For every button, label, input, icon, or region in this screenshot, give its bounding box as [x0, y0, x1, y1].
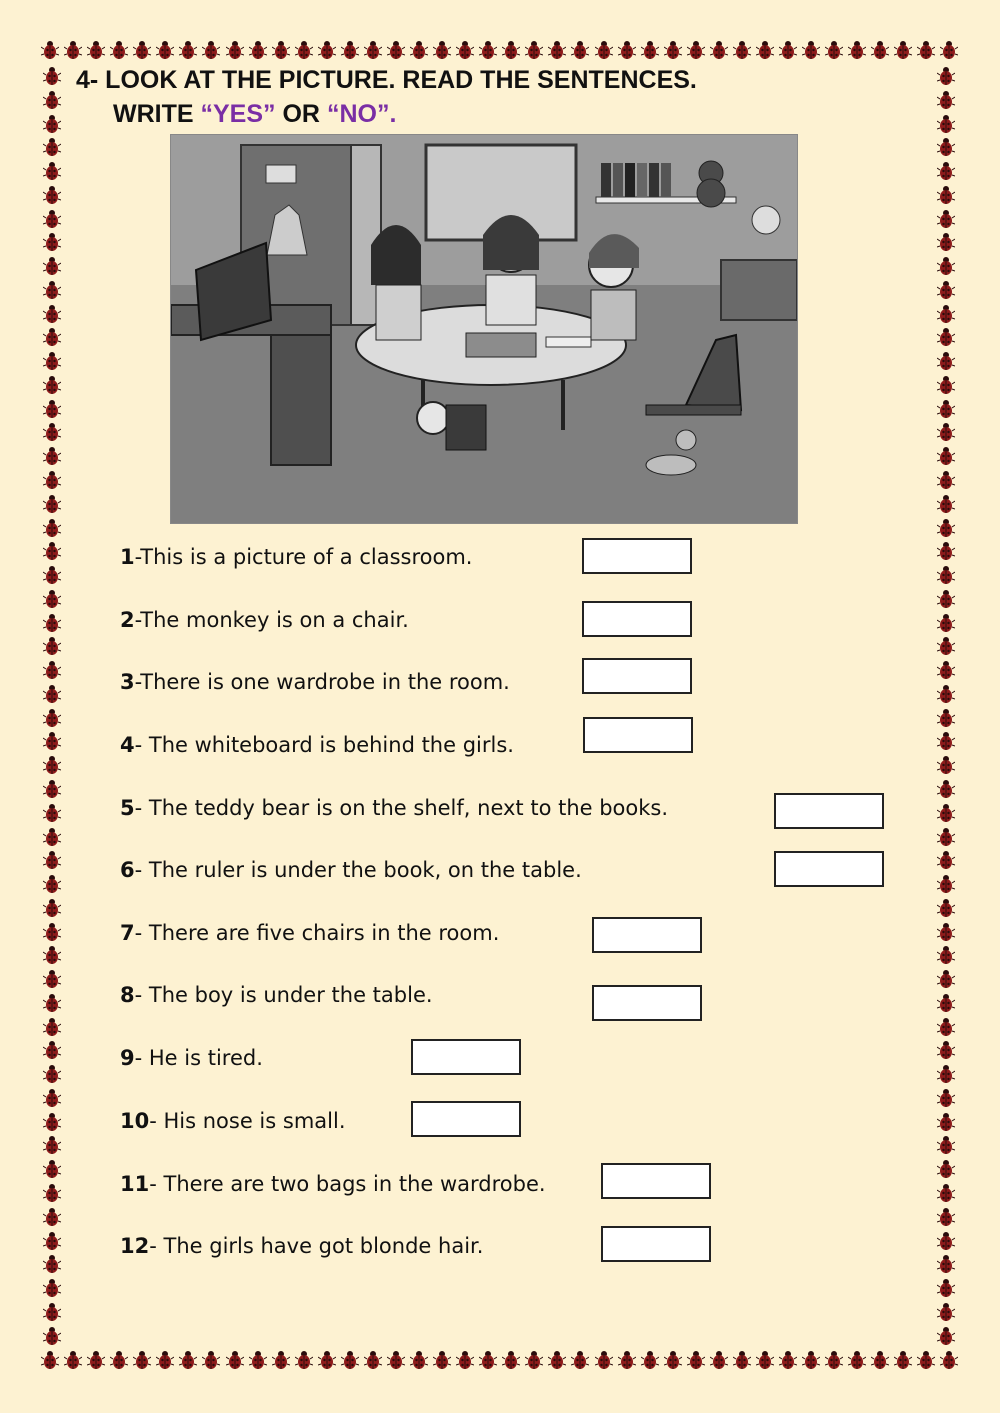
ladybug-icon — [42, 708, 62, 728]
question-text: The monkey is on a chair. — [140, 608, 409, 632]
question-2 — [120, 608, 409, 632]
ladybug-icon — [42, 185, 62, 205]
question-separator: - — [134, 1046, 149, 1070]
answer-box-10[interactable] — [411, 1101, 521, 1137]
ladybug-icon — [936, 256, 956, 276]
ladybug-icon — [501, 40, 521, 60]
question-text: There are two bags in the wardrobe. — [163, 1172, 546, 1196]
ladybug-icon — [936, 494, 956, 514]
question-number: 9 — [120, 1046, 135, 1070]
ladybug-icon — [109, 1350, 129, 1370]
ladybug-icon — [936, 304, 956, 324]
ladybug-icon — [42, 945, 62, 965]
ladybug-icon — [778, 1350, 798, 1370]
ladybug-icon — [936, 1017, 956, 1037]
ladybug-icon — [617, 1350, 637, 1370]
ladybug-icon — [42, 684, 62, 704]
ladybug-icon — [42, 399, 62, 419]
ladybug-icon — [939, 40, 959, 60]
question-number: 4 — [120, 733, 135, 757]
ladybug-icon — [709, 40, 729, 60]
ladybug-icon — [42, 375, 62, 395]
question-text: This is a picture of a classroom. — [140, 545, 473, 569]
ladybug-icon — [42, 993, 62, 1013]
ladybug-icon — [340, 40, 360, 60]
classroom-illustration — [171, 135, 797, 523]
ladybug-icon — [42, 1254, 62, 1274]
ladybug-icon — [936, 1064, 956, 1084]
top-ladybug-border — [40, 40, 960, 60]
ladybug-icon — [778, 40, 798, 60]
ladybug-icon — [42, 518, 62, 538]
ladybug-icon — [547, 40, 567, 60]
exercise-title: 4- LOOK AT THE PICTURE. READ THE SENTENCES. — [76, 66, 697, 94]
ladybug-icon — [42, 565, 62, 585]
question-separator: - — [134, 921, 149, 945]
question-number: 5 — [120, 796, 135, 820]
question-5 — [120, 796, 668, 820]
ladybug-icon — [42, 874, 62, 894]
ladybug-icon — [547, 1350, 567, 1370]
ladybug-icon — [132, 40, 152, 60]
ladybug-icon — [42, 470, 62, 490]
ladybug-icon — [847, 1350, 867, 1370]
ladybug-icon — [936, 90, 956, 110]
question-number: 11 — [120, 1172, 150, 1196]
ladybug-icon — [936, 446, 956, 466]
ladybug-icon — [271, 40, 291, 60]
ladybug-icon — [936, 114, 956, 134]
ladybug-icon — [42, 1088, 62, 1108]
answer-box-5[interactable] — [774, 793, 884, 829]
ladybug-icon — [455, 1350, 475, 1370]
ladybug-icon — [936, 161, 956, 181]
ladybug-icon — [42, 494, 62, 514]
ladybug-icon — [936, 1112, 956, 1132]
ladybug-icon — [936, 1135, 956, 1155]
ladybug-icon — [936, 779, 956, 799]
instruction-mid: OR — [275, 100, 327, 128]
ladybug-icon — [225, 40, 245, 60]
answer-box-1[interactable] — [582, 538, 692, 574]
question-text: His nose is small. — [163, 1109, 346, 1133]
question-3 — [120, 670, 510, 694]
ladybug-icon — [936, 731, 956, 751]
ladybug-icon — [936, 922, 956, 942]
ladybug-icon — [936, 1302, 956, 1322]
ladybug-icon — [936, 589, 956, 609]
ladybug-icon — [524, 1350, 544, 1370]
ladybug-icon — [847, 40, 867, 60]
ladybug-icon — [732, 1350, 752, 1370]
ladybug-icon — [225, 1350, 245, 1370]
question-text: There is one wardrobe in the room. — [140, 670, 510, 694]
ladybug-icon — [42, 1278, 62, 1298]
answer-box-3[interactable] — [582, 658, 692, 694]
ladybug-icon — [42, 1064, 62, 1084]
ladybug-icon — [936, 470, 956, 490]
ladybug-icon — [386, 40, 406, 60]
question-11 — [120, 1172, 546, 1196]
ladybug-icon — [42, 280, 62, 300]
ladybug-icon — [409, 40, 429, 60]
ladybug-icon — [640, 1350, 660, 1370]
ladybug-icon — [870, 1350, 890, 1370]
ladybug-icon — [42, 969, 62, 989]
ladybug-icon — [936, 898, 956, 918]
ladybug-icon — [40, 1350, 60, 1370]
instruction-suffix: . — [389, 100, 397, 128]
ladybug-icon — [936, 232, 956, 252]
ladybug-icon — [936, 399, 956, 419]
answer-box-9[interactable] — [411, 1039, 521, 1075]
ladybug-icon — [42, 922, 62, 942]
question-separator: - — [149, 1234, 164, 1258]
ladybug-icon — [178, 1350, 198, 1370]
ladybug-icon — [386, 1350, 406, 1370]
ladybug-icon — [42, 90, 62, 110]
ladybug-icon — [936, 327, 956, 347]
ladybug-icon — [40, 40, 60, 60]
question-number: 7 — [120, 921, 135, 945]
ladybug-icon — [42, 327, 62, 347]
ladybug-icon — [248, 40, 268, 60]
answer-box-2[interactable] — [582, 601, 692, 637]
ladybug-icon — [42, 589, 62, 609]
question-number: 8 — [120, 983, 135, 1007]
question-separator: - — [134, 983, 149, 1007]
question-number: 12 — [120, 1234, 150, 1258]
question-9 — [120, 1046, 263, 1070]
question-text: He is tired. — [148, 1046, 263, 1070]
ladybug-icon — [363, 40, 383, 60]
ladybug-icon — [42, 850, 62, 870]
question-text: The teddy bear is on the shelf, next to the books. — [148, 796, 669, 820]
ladybug-icon — [936, 375, 956, 395]
ladybug-icon — [663, 1350, 683, 1370]
question-1 — [120, 545, 472, 569]
ladybug-icon — [936, 137, 956, 157]
ladybug-icon — [936, 422, 956, 442]
classroom-picture — [170, 134, 798, 524]
ladybug-icon — [824, 40, 844, 60]
answer-box-8[interactable] — [592, 985, 702, 1021]
ladybug-icon — [42, 541, 62, 561]
instruction-prefix: WRITE — [113, 100, 201, 128]
ladybug-icon — [478, 1350, 498, 1370]
ladybug-icon — [936, 636, 956, 656]
ladybug-icon — [663, 40, 683, 60]
ladybug-icon — [42, 755, 62, 775]
question-4 — [120, 733, 514, 757]
answer-box-6[interactable] — [774, 851, 884, 887]
ladybug-icon — [755, 40, 775, 60]
question-text: There are five chairs in the room. — [148, 921, 500, 945]
answer-box-11[interactable] — [601, 1163, 711, 1199]
left-ladybug-border — [42, 66, 62, 1346]
question-12 — [120, 1234, 483, 1258]
ladybug-icon — [801, 1350, 821, 1370]
ladybug-icon — [936, 660, 956, 680]
question-number: 1 — [120, 545, 135, 569]
answer-box-12[interactable] — [601, 1226, 711, 1262]
question-separator: - — [149, 1109, 164, 1133]
ladybug-icon — [936, 1278, 956, 1298]
ladybug-icon — [42, 1207, 62, 1227]
ladybug-icon — [155, 1350, 175, 1370]
ladybug-icon — [432, 1350, 452, 1370]
ladybug-icon — [936, 185, 956, 205]
ladybug-icon — [936, 1183, 956, 1203]
question-separator: - — [134, 545, 141, 569]
ladybug-icon — [709, 1350, 729, 1370]
ladybug-icon — [132, 1350, 152, 1370]
ladybug-icon — [617, 40, 637, 60]
ladybug-icon — [294, 1350, 314, 1370]
ladybug-icon — [42, 1231, 62, 1251]
ladybug-icon — [455, 40, 475, 60]
ladybug-icon — [524, 40, 544, 60]
ladybug-icon — [86, 1350, 106, 1370]
ladybug-icon — [870, 40, 890, 60]
ladybug-icon — [936, 1088, 956, 1108]
question-separator: - — [134, 733, 149, 757]
ladybug-icon — [936, 280, 956, 300]
ladybug-icon — [363, 1350, 383, 1370]
ladybug-icon — [936, 993, 956, 1013]
question-separator: - — [149, 1172, 164, 1196]
ladybug-icon — [936, 1207, 956, 1227]
ladybug-icon — [936, 66, 956, 86]
bottom-ladybug-border — [40, 1350, 960, 1370]
question-number: 2 — [120, 608, 135, 632]
ladybug-icon — [42, 161, 62, 181]
question-number: 3 — [120, 670, 135, 694]
ladybug-icon — [155, 40, 175, 60]
ladybug-icon — [936, 874, 956, 894]
ladybug-icon — [63, 40, 83, 60]
ladybug-icon — [732, 40, 752, 60]
ladybug-icon — [109, 40, 129, 60]
question-7 — [120, 921, 499, 945]
ladybug-icon — [42, 660, 62, 680]
ladybug-icon — [42, 232, 62, 252]
ladybug-icon — [824, 1350, 844, 1370]
ladybug-icon — [317, 40, 337, 60]
ladybug-icon — [42, 422, 62, 442]
question-text: The girls have got blonde hair. — [163, 1234, 484, 1258]
ladybug-icon — [936, 708, 956, 728]
question-6 — [120, 858, 582, 882]
ladybug-icon — [916, 1350, 936, 1370]
answer-box-4[interactable] — [583, 717, 693, 753]
ladybug-icon — [936, 1040, 956, 1060]
ladybug-icon — [686, 40, 706, 60]
ladybug-icon — [936, 518, 956, 538]
question-separator: - — [134, 796, 149, 820]
no-word: “NO” — [326, 100, 390, 128]
ladybug-icon — [42, 779, 62, 799]
ladybug-icon — [916, 40, 936, 60]
ladybug-icon — [570, 1350, 590, 1370]
ladybug-icon — [42, 1135, 62, 1155]
ladybug-icon — [936, 351, 956, 371]
ladybug-icon — [42, 1040, 62, 1060]
ladybug-icon — [893, 40, 913, 60]
ladybug-icon — [42, 304, 62, 324]
ladybug-icon — [201, 40, 221, 60]
ladybug-icon — [936, 1231, 956, 1251]
ladybug-icon — [42, 209, 62, 229]
ladybug-icon — [42, 1159, 62, 1179]
ladybug-icon — [42, 256, 62, 276]
ladybug-icon — [936, 1254, 956, 1274]
ladybug-icon — [248, 1350, 268, 1370]
ladybug-icon — [317, 1350, 337, 1370]
ladybug-icon — [936, 850, 956, 870]
ladybug-icon — [42, 351, 62, 371]
ladybug-icon — [936, 684, 956, 704]
ladybug-icon — [501, 1350, 521, 1370]
question-8 — [120, 983, 433, 1007]
ladybug-icon — [340, 1350, 360, 1370]
ladybug-icon — [42, 827, 62, 847]
ladybug-icon — [42, 66, 62, 86]
ladybug-icon — [178, 40, 198, 60]
ladybug-icon — [936, 1326, 956, 1346]
ladybug-icon — [42, 731, 62, 751]
ladybug-icon — [42, 1017, 62, 1037]
ladybug-icon — [42, 1112, 62, 1132]
ladybug-icon — [42, 137, 62, 157]
ladybug-icon — [755, 1350, 775, 1370]
ladybug-icon — [936, 613, 956, 633]
ladybug-icon — [294, 40, 314, 60]
ladybug-icon — [432, 40, 452, 60]
question-text: The boy is under the table. — [148, 983, 433, 1007]
ladybug-icon — [939, 1350, 959, 1370]
ladybug-icon — [893, 1350, 913, 1370]
ladybug-icon — [42, 446, 62, 466]
question-text: The ruler is under the book, on the table. — [148, 858, 582, 882]
ladybug-icon — [936, 209, 956, 229]
ladybug-icon — [42, 1183, 62, 1203]
ladybug-icon — [42, 636, 62, 656]
question-number: 6 — [120, 858, 135, 882]
ladybug-icon — [936, 969, 956, 989]
ladybug-icon — [42, 613, 62, 633]
ladybug-icon — [42, 1326, 62, 1346]
ladybug-icon — [63, 1350, 83, 1370]
ladybug-icon — [801, 40, 821, 60]
ladybug-icon — [86, 40, 106, 60]
ladybug-icon — [594, 1350, 614, 1370]
ladybug-icon — [478, 40, 498, 60]
ladybug-icon — [570, 40, 590, 60]
ladybug-icon — [42, 803, 62, 823]
ladybug-icon — [409, 1350, 429, 1370]
answer-box-7[interactable] — [592, 917, 702, 953]
ladybug-icon — [936, 1159, 956, 1179]
question-separator: - — [134, 858, 149, 882]
question-text: The whiteboard is behind the girls. — [148, 733, 514, 757]
exercise-instruction — [113, 100, 396, 129]
ladybug-icon — [686, 1350, 706, 1370]
question-separator: - — [134, 670, 141, 694]
ladybug-icon — [936, 541, 956, 561]
yes-word: “YES” — [200, 100, 276, 128]
question-number: 10 — [120, 1109, 150, 1133]
question-10 — [120, 1109, 346, 1133]
ladybug-icon — [594, 40, 614, 60]
ladybug-icon — [42, 114, 62, 134]
right-ladybug-border — [936, 66, 956, 1346]
question-separator: - — [134, 608, 141, 632]
ladybug-icon — [936, 565, 956, 585]
ladybug-icon — [936, 803, 956, 823]
ladybug-icon — [201, 1350, 221, 1370]
ladybug-icon — [42, 1302, 62, 1322]
ladybug-icon — [936, 755, 956, 775]
ladybug-icon — [640, 40, 660, 60]
ladybug-icon — [936, 945, 956, 965]
ladybug-icon — [42, 898, 62, 918]
ladybug-icon — [936, 827, 956, 847]
ladybug-icon — [271, 1350, 291, 1370]
